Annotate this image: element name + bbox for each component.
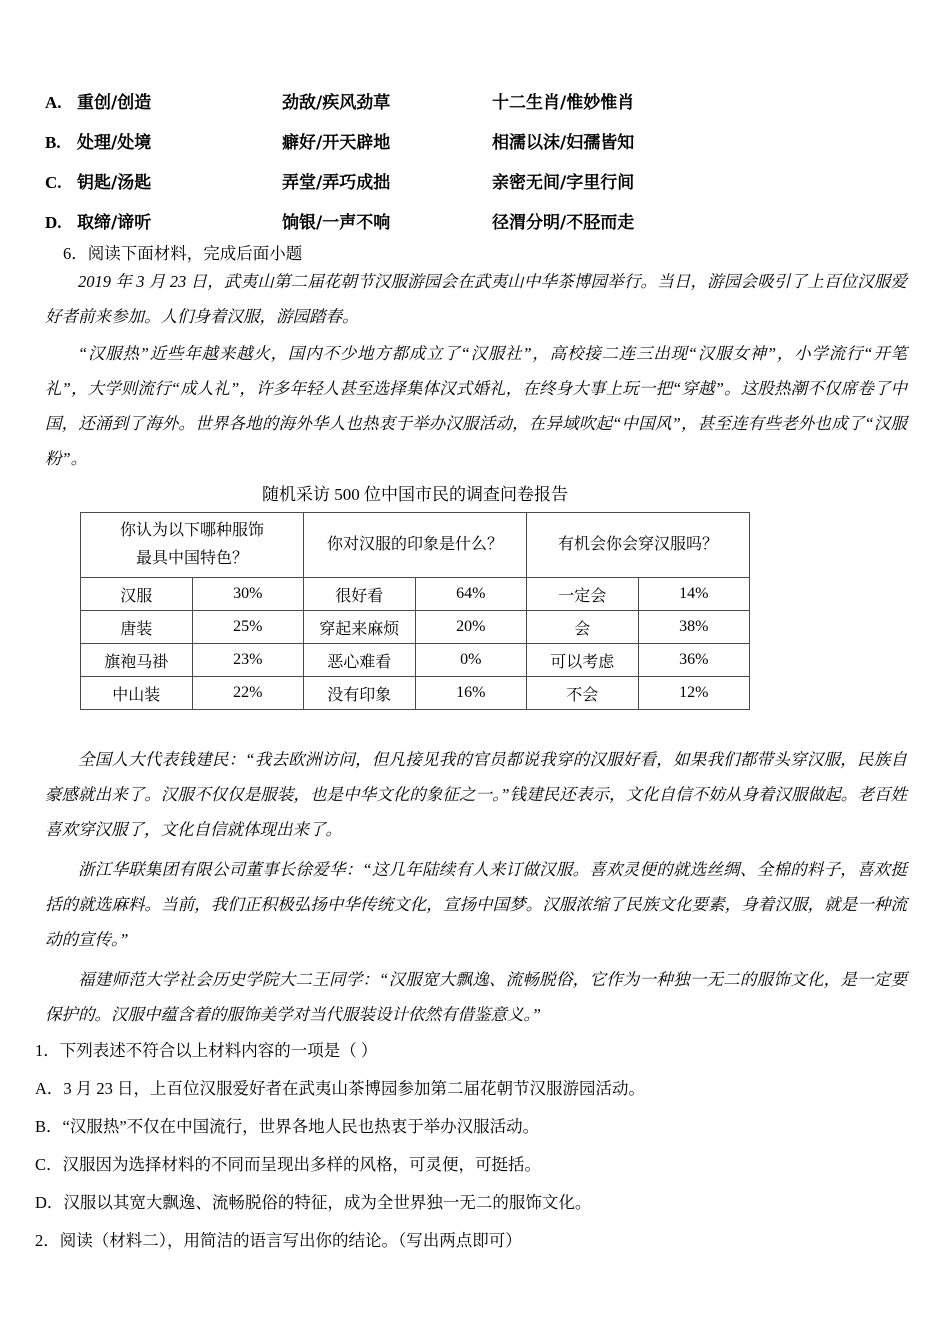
option-letter-d: D. <box>45 213 62 232</box>
option-row-b <box>45 128 645 168</box>
row1-cell6: 14% <box>638 578 750 611</box>
row4-cell6: 12% <box>638 677 750 710</box>
survey-header-col1-line2: 最具中国特色？ <box>135 550 248 567</box>
option-letter-b: B. <box>45 133 61 152</box>
table-row <box>81 611 750 644</box>
option-d-col1: 取缔/谛听 <box>77 213 152 233</box>
sub-question-2-stem: 2．阅读（材料二），用简洁的语言写出你的结论。（写出两点即可） <box>35 1231 522 1250</box>
option-a-col2: 劲敌/疾风劲草 <box>282 93 391 113</box>
survey-table <box>80 512 750 710</box>
row2-cell3: 穿起来麻烦 <box>304 611 416 644</box>
row1-cell1: 汉服 <box>81 578 193 611</box>
option-c-col2: 弄堂/弄巧成拙 <box>282 173 391 193</box>
row3-cell5: 可以考虑 <box>527 644 639 677</box>
material-paragraph-1: 2019 年 3 月 23 日，武夷山第二届花朝节汉服游园会在武夷山中华茶博园举行。当日，游园会吸引了上百位汉服爱好者前来参加。人们身着汉服，游园踏春。 <box>45 272 907 326</box>
row1-cell2: 30% <box>192 578 304 611</box>
sub-question-1-option-c: C．汉服因为选择材料的不同而呈现出多样的风格，可灵便，可挺括。 <box>35 1155 542 1174</box>
material-paragraph-3: 全国人大代表钱建民：“我去欧洲访问，但凡接见我的官员都说我穿的汉服好看，如果我们都带头穿汉服，民族自豪感就出来了。汉服不仅仅是服装，也是中华文化的象征之一。”钱建民还表示，文化自信不妨从身着汉服做起。老百姓喜欢穿汉服了，文化自信就体现出来了。 <box>45 750 907 839</box>
row4-cell3: 没有印象 <box>304 677 416 710</box>
sub-question-1-option-d: D．汉服以其宽大飘逸、流畅脱俗的特征，成为全世界独一无二的服饰文化。 <box>35 1193 592 1212</box>
option-d-col3: 径渭分明/不胫而走 <box>492 213 635 233</box>
material-paragraph-5: 福建师范大学社会历史学院大二王同学：“汉服宽大飘逸、流畅脱俗，它作为一种独一无二的服饰文化，是一定要保护的。汉服中蕴含着的服饰美学对当代服装设计依然有借鉴意义。” <box>45 970 907 1024</box>
row2-cell2: 25% <box>192 611 304 644</box>
row2-cell1: 唐装 <box>81 611 193 644</box>
survey-table-head <box>81 513 750 578</box>
option-c-col1: 钥匙/汤匙 <box>77 173 152 193</box>
survey-header-row <box>81 513 750 578</box>
question-6-stem: 6．阅读下面材料，完成后面小题 <box>63 244 303 263</box>
row4-cell5: 不会 <box>527 677 639 710</box>
row4-cell1: 中山装 <box>81 677 193 710</box>
material-paragraph-4: 浙江华联集团有限公司董事长徐爱华：“这几年陆续有人来订做汉服。喜欢灵便的就选丝绸、全棉的料子，喜欢挺括的就选麻料。当前，我们正积极弘扬中华传统文化，宣扬中国梦。汉服浓缩了民族文化要素，身着汉服，就是一种流动的宣传。” <box>45 860 907 949</box>
row2-cell6: 38% <box>638 611 750 644</box>
survey-table-body <box>81 578 750 710</box>
sub-question-1-option-a: A．3 月 23 日，上百位汉服爱好者在武夷山茶博园参加第二届花朝节汉服游园活动。 <box>35 1079 646 1098</box>
row1-cell5: 一定会 <box>527 578 639 611</box>
survey-header-col2: 你对汉服的印象是什么？ <box>304 513 527 578</box>
row3-cell2: 23% <box>192 644 304 677</box>
row4-cell4: 16% <box>415 677 527 710</box>
survey-header-col1-line1: 你认为以下哪种服饰 <box>119 522 264 539</box>
row1-cell3: 很好看 <box>304 578 416 611</box>
option-c-col3: 亲密无间/字里行间 <box>492 173 635 193</box>
sub-question-1-stem: 1．下列表述不符合以上材料内容的一项是（ ） <box>35 1041 378 1060</box>
option-row-c <box>45 168 645 208</box>
row2-cell4: 20% <box>415 611 527 644</box>
option-b-col2: 癖好/开天辟地 <box>282 133 391 153</box>
survey-header-col3: 有机会你会穿汉服吗？ <box>527 513 750 578</box>
row3-cell4: 0% <box>415 644 527 677</box>
option-b-col3: 相濡以沫/妇孺皆知 <box>492 133 635 153</box>
table-row <box>81 677 750 710</box>
options-matrix <box>45 88 645 248</box>
row4-cell2: 22% <box>192 677 304 710</box>
row2-cell5: 会 <box>527 611 639 644</box>
survey-header-col1 <box>81 513 304 578</box>
option-letter-c: C. <box>45 173 62 192</box>
option-d-col2: 饷银/一声不响 <box>282 213 391 233</box>
row3-cell6: 36% <box>638 644 750 677</box>
option-a-col1: 重创/创造 <box>77 93 152 113</box>
row3-cell3: 恶心难看 <box>304 644 416 677</box>
survey-table-title: 随机采访 500 位中国市民的调查问卷报告 <box>262 485 568 504</box>
table-row <box>81 644 750 677</box>
option-row-a <box>45 88 645 128</box>
row1-cell4: 64% <box>415 578 527 611</box>
table-row <box>81 578 750 611</box>
option-letter-a: A. <box>45 93 62 112</box>
material-paragraph-2: “汉服热”近些年越来越火，国内不少地方都成立了“汉服社”，高校接二连三出现“汉服女神”，小学流行“开笔礼”，大学则流行“成人礼”，许多年轻人甚至选择集体汉式婚礼，在终身大事上玩一把“穿越”。这股热潮不仅席卷了中国，还涌到了海外。世界各地的海外华人也热衷于举办汉服活动，在异域吹起“中国风”，甚至连有些老外也成了“汉服粉”。 <box>45 344 907 468</box>
option-a-col3: 十二生肖/惟妙惟肖 <box>492 93 635 113</box>
sub-question-1-option-b: B．“汉服热”不仅在中国流行，世界各地人民也热衷于举办汉服活动。 <box>35 1117 540 1136</box>
row3-cell1: 旗袍马褂 <box>81 644 193 677</box>
survey-table-container <box>80 512 750 710</box>
option-b-col1: 处理/处境 <box>77 133 152 153</box>
